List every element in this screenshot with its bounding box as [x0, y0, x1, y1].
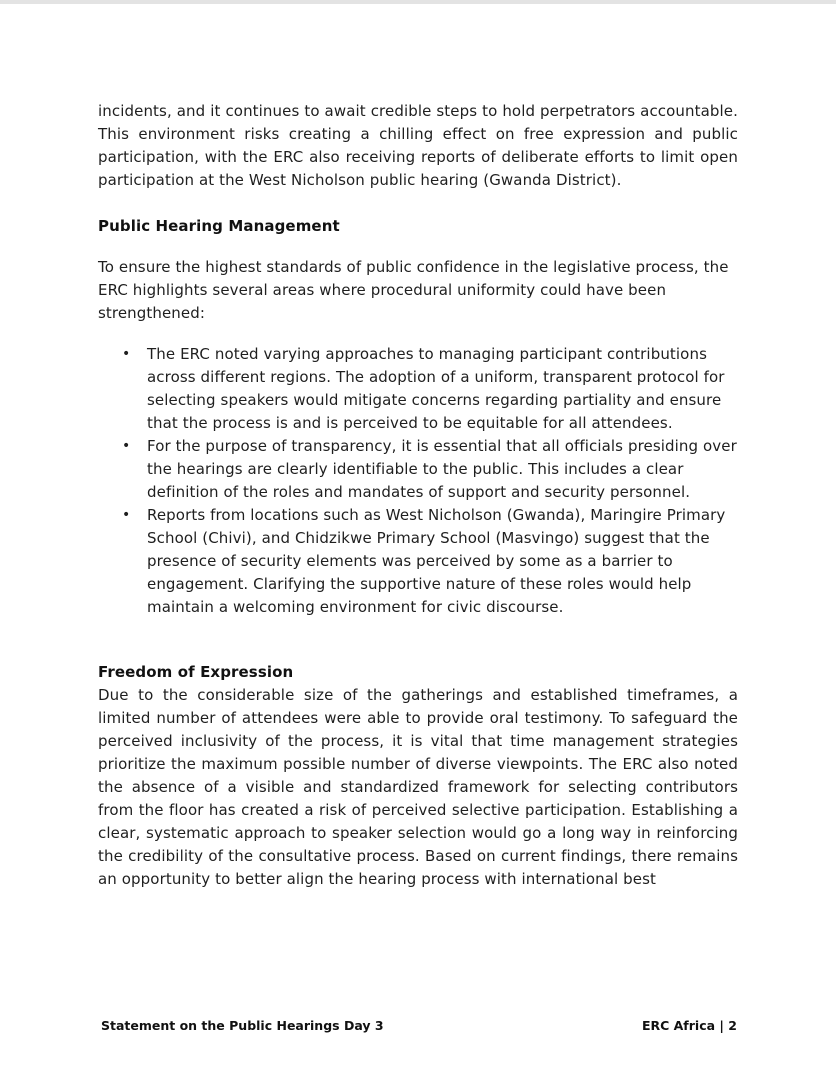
list-item-text: Reports from locations such as West Nicholson (Gwanda), Maringire Primary School (Chivi), and Chidzikwe Primary School (Masvingo) suggest that the presence of security elements was perceived by some as a barrier to engagement. Clarifying the supportive nature of these roles would help maintain a welcoming environment for civic discourse.	[147, 506, 726, 616]
bullet-icon: •	[122, 438, 131, 454]
intro-paragraph: incidents, and it continues to await credible steps to hold perpetrators accountable. This environment risks creating a chilling effect on free expression and public participation, with the ERC also receiving reports of deliberate efforts to limit open participation at the West Nicholson public hearing (Gwanda District).	[98, 102, 738, 189]
footer-document-title: Statement on the Public Hearings Day 3	[101, 1018, 384, 1033]
document-page	[98, 100, 738, 891]
bullet-icon: •	[122, 507, 131, 523]
section-heading-freedom-of-expression: Freedom of Expression	[98, 663, 294, 681]
section-heading-public-hearing-management: Public Hearing Management	[98, 217, 340, 235]
list-item-text: The ERC noted varying approaches to managing participant contributions across different regions. The adoption of a uniform, transparent protocol for selecting speakers would mitigate concerns regarding partiality and ensure that the process is and is perceived to be equitable for all attendees.	[147, 345, 725, 432]
list-item	[122, 504, 738, 619]
top-edge-divider	[0, 0, 836, 4]
list-item	[122, 435, 738, 504]
bullet-icon: •	[122, 346, 131, 362]
footer-page-number: ERC Africa | 2	[641, 1018, 737, 1033]
list-item	[122, 343, 738, 435]
public-hearing-management-paragraph: To ensure the highest standards of public confidence in the legislative process, the ERC highlights several areas where procedural uniformity could have been strengthened:	[98, 258, 729, 322]
list-item-text: For the purpose of transparency, it is essential that all officials presiding over the hearings are clearly identifiable to the public. This includes a clear definition of the roles and mandates of support and security personnel.	[147, 437, 737, 501]
recommendation-list	[98, 343, 738, 619]
freedom-of-expression-paragraph: Due to the considerable size of the gatherings and established timeframes, a limited number of attendees were able to provide oral testimony. To safeguard the perceived inclusivity of the process, it is vital that time management strategies prioritize the maximum possible number of diverse viewpoints. The ERC also noted the absence of a visible and standardized framework for selecting contributors from the floor has created a risk of perceived selective participation. Establishing a clear, systematic approach to speaker selection would go a long way in reinforcing the credibility of the consultative process. Based on current findings, there remains an opportunity to better align the hearing process with international best	[98, 686, 738, 888]
